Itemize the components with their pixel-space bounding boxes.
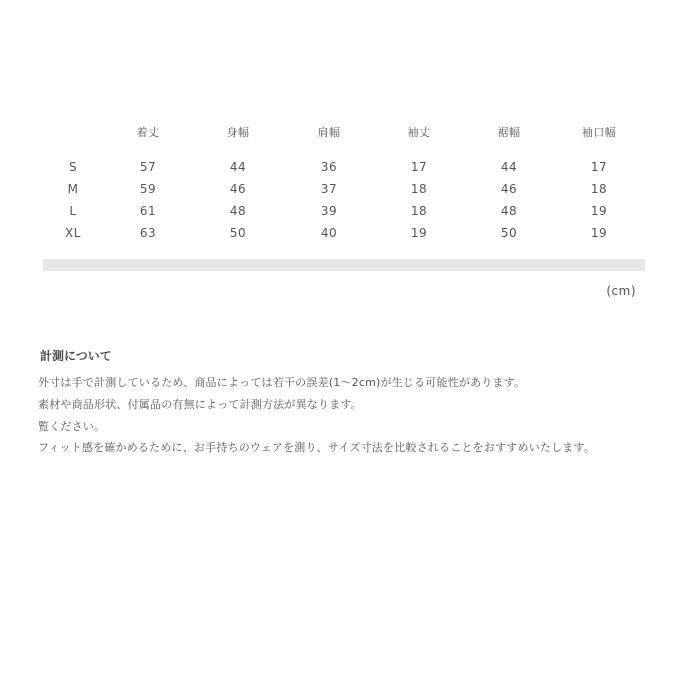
table-cell: 48 [500, 204, 518, 218]
notes-title: 計測について [40, 349, 112, 363]
size-label: S [68, 160, 78, 174]
table-cell: 61 [139, 204, 157, 218]
measurement-notes [38, 347, 648, 458]
note-line: 素材や商品形状、付属品の有無によって計測方法が異なります。 [38, 398, 362, 411]
table-cell: 36 [320, 160, 338, 174]
table-cell: 18 [410, 204, 428, 218]
table-cell: 18 [410, 182, 428, 196]
table-row [40, 204, 646, 226]
table-cell: 17 [410, 160, 428, 174]
table-cell: 48 [229, 204, 247, 218]
table-row [40, 160, 646, 182]
table-cell: 46 [500, 182, 518, 196]
table-cell: 19 [590, 204, 608, 218]
table-cell: 59 [139, 182, 157, 196]
size-label: XL [65, 226, 81, 240]
table-row [40, 226, 646, 248]
table-header-row [40, 124, 646, 160]
size-label: M [67, 182, 79, 196]
table-cell: 57 [139, 160, 157, 174]
header-cell: 裾幅 [497, 126, 521, 139]
table-cell: 50 [500, 226, 518, 240]
table-cell: 44 [500, 160, 518, 174]
table-cell: 39 [320, 204, 338, 218]
header-cell: 肩幅 [317, 126, 341, 139]
table-cell: 63 [139, 226, 157, 240]
table-divider-bar [43, 259, 645, 271]
table-cell: 50 [229, 226, 247, 240]
unit-label: (cm) [606, 284, 636, 298]
table-cell: 37 [320, 182, 338, 196]
size-table [40, 124, 646, 248]
table-cell: 19 [590, 226, 608, 240]
table-cell: 40 [320, 226, 338, 240]
table-cell: 46 [229, 182, 247, 196]
table-cell: 19 [410, 226, 428, 240]
note-line: フィット感を確かめるために、お手持ちのウェアを測り、サイズ寸法を比較されることをおすすめいたします。 [38, 441, 596, 454]
table-cell: 44 [229, 160, 247, 174]
table-row [40, 182, 646, 204]
table-cell: 17 [590, 160, 608, 174]
header-cell: 身幅 [226, 126, 250, 139]
size-label: L [69, 204, 77, 218]
table-cell: 18 [590, 182, 608, 196]
note-line: 外寸は手で計測しているため、商品によっては若干の誤差(1〜2cm)が生じる可能性があります。 [38, 376, 526, 389]
note-line: 覧ください。 [38, 420, 106, 433]
header-cell: 袖丈 [407, 126, 431, 139]
header-cell: 着丈 [136, 126, 160, 139]
header-cell: 袖口幅 [581, 126, 617, 139]
